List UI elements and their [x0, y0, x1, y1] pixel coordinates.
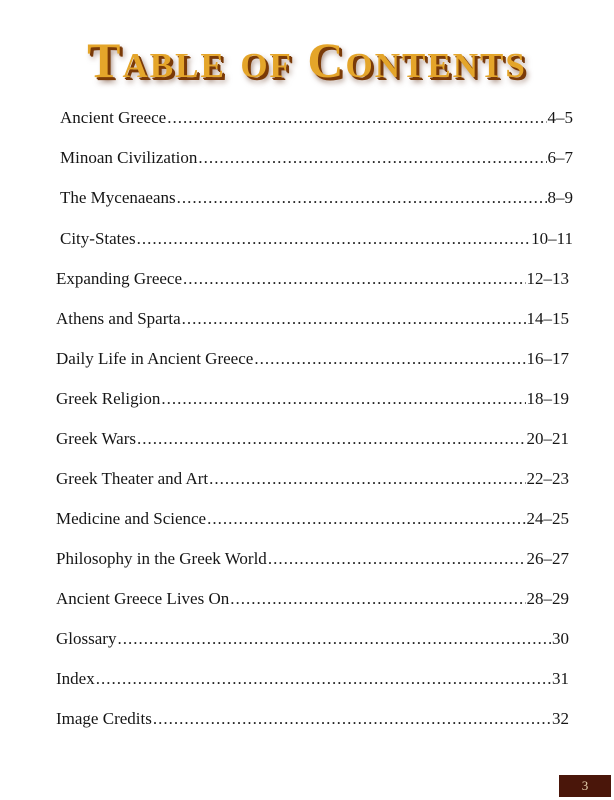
toc-entry — [56, 587, 569, 611]
toc-entry — [56, 707, 569, 731]
toc-entry-label: Medicine and Science — [56, 509, 207, 528]
toc-leader-dots — [268, 547, 526, 571]
toc-entry-label: Minoan Civilization — [60, 148, 198, 167]
toc-entry-label: Expanding Greece — [56, 269, 183, 288]
toc-entry — [56, 347, 569, 371]
toc-leader-dots — [207, 507, 525, 531]
toc-leader-dots — [198, 146, 546, 170]
toc-leader-dots — [167, 106, 546, 130]
toc-entry-pages: 22–23 — [526, 469, 569, 488]
toc-entry-pages: 31 — [552, 669, 569, 688]
toc-entry — [56, 467, 569, 491]
toc-leader-dots — [137, 227, 531, 251]
toc-entry-label: Greek Theater and Art — [56, 469, 209, 488]
toc-entry-label: Glossary — [56, 629, 117, 648]
toc-entry-label: Greek Religion — [56, 389, 161, 408]
toc-entry-pages: 4–5 — [547, 108, 573, 127]
toc-entry-label: Athens and Sparta — [56, 309, 181, 328]
toc-entry — [56, 507, 569, 531]
toc-leader-dots — [230, 587, 525, 611]
toc-entry-pages: 20–21 — [526, 429, 569, 448]
toc-entry — [56, 547, 569, 571]
toc-entry — [56, 387, 569, 411]
toc-entry-pages: 10–11 — [531, 229, 573, 248]
toc-entry — [60, 106, 573, 130]
toc-entry — [56, 667, 569, 691]
toc-leader-dots — [96, 667, 551, 691]
toc-entry-label: Ancient Greece — [60, 108, 167, 127]
toc-leader-dots — [137, 427, 526, 451]
toc-entry-pages: 8–9 — [547, 188, 573, 207]
toc-leader-dots — [254, 347, 525, 371]
toc-leader-dots — [182, 307, 526, 331]
toc-entry-label: The Mycenaeans — [60, 188, 176, 207]
toc-entry-pages: 16–17 — [526, 349, 569, 368]
toc-leader-dots — [177, 186, 547, 210]
toc-entry-pages: 24–25 — [526, 509, 569, 528]
toc-entry-pages: 18–19 — [526, 389, 569, 408]
toc-entry — [60, 227, 573, 251]
toc-entry-pages: 32 — [552, 709, 569, 728]
toc-entry-label: Ancient Greece Lives On — [56, 589, 230, 608]
toc-leader-dots — [153, 707, 551, 731]
toc-entry-pages: 6–7 — [547, 148, 573, 167]
toc-entry — [56, 627, 569, 651]
toc-entry-label: Index — [56, 669, 95, 688]
toc-entry — [60, 186, 573, 210]
toc-leader-dots — [161, 387, 525, 411]
toc-entry-pages: 12–13 — [526, 269, 569, 288]
toc-entry-label: Greek Wars — [56, 429, 136, 448]
toc-entry-pages: 26–27 — [526, 549, 569, 568]
toc-entry — [60, 146, 573, 170]
toc-leader-dots — [117, 627, 551, 651]
page-title: Table of Contents — [87, 32, 527, 88]
toc-entry-label: Philosophy in the Greek World — [56, 549, 267, 568]
toc-entry-pages: 30 — [552, 629, 569, 648]
toc-entry-pages: 14–15 — [526, 309, 569, 328]
page-number-badge — [559, 775, 611, 797]
toc-leader-dots — [209, 467, 525, 491]
toc-entry — [56, 427, 569, 451]
toc-entry-label: Daily Life in Ancient Greece — [56, 349, 254, 368]
page-number: 3 — [581, 778, 589, 793]
toc-entry-pages: 28–29 — [526, 589, 569, 608]
toc-entry-label: Image Credits — [56, 709, 152, 728]
toc-entry-label: City-States — [60, 229, 136, 248]
toc-entry — [56, 307, 569, 331]
toc-leader-dots — [183, 267, 525, 291]
toc-entry — [56, 267, 569, 291]
